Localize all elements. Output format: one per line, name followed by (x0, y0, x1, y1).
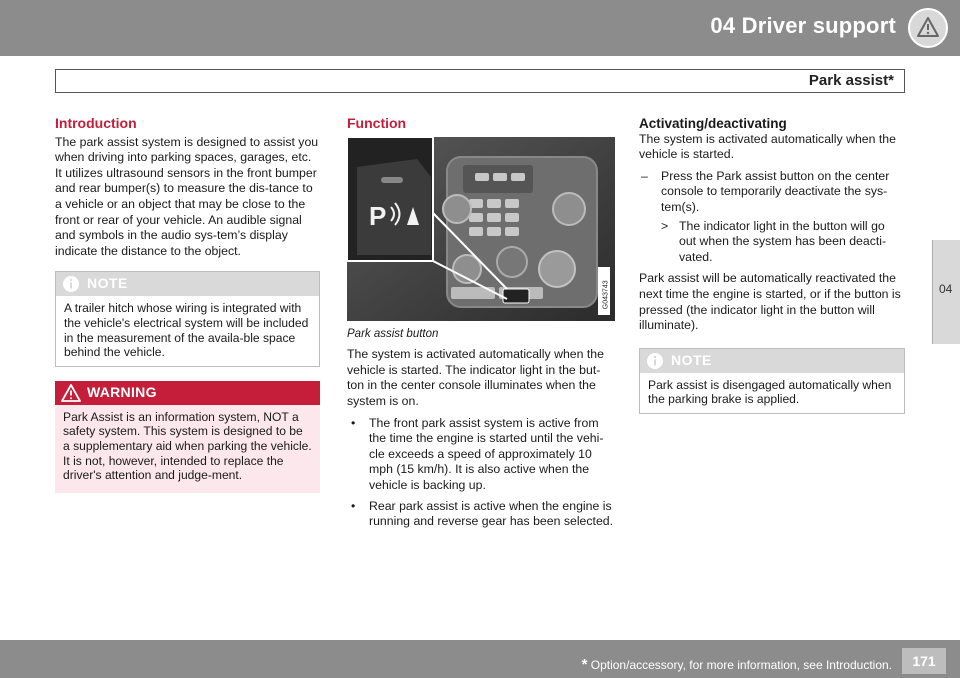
dash-marker: – (641, 168, 648, 183)
footer-note (582, 656, 892, 673)
page-number: 171 (902, 648, 946, 674)
column-function (347, 116, 615, 535)
function-heading: Function (347, 115, 407, 131)
function-bullet-list (347, 416, 615, 530)
footer-bar (0, 640, 960, 678)
svg-text:P: P (369, 200, 387, 231)
note-text: A trailer hitch whose wiring is integrated with the vehicle's electrical system will be included in the measurement of the availa-ble space behind the vehicle. (64, 301, 309, 360)
chapter-side-tab[interactable] (932, 240, 960, 344)
dash-list-item: – Press the Park assist button on the center console to temporarily deactivate the sys-tem(s). (641, 168, 890, 214)
warning-box (55, 381, 320, 493)
warning-text: Park Assist is an information system, NOT a safety system. This system is designed to be a supplementary aid when parking the vehicle. It is not, however, intended to replace the driver's attention and judge-ment. (63, 409, 312, 483)
warning-icon (61, 384, 81, 407)
warning-label: WARNING (87, 383, 157, 400)
note-label: NOTE (671, 351, 712, 368)
activating-heading: Activating/deactivating (639, 116, 787, 131)
introduction-text: The park assist system is designed to assist you when driving into parking spaces, garages, etc. It utilizes ultrasound sensors in the front bumper and rear bumper(s) to measure the dis-tance to a vehicle or an object that may be close to the front or rear of your vehicle. An audible signal and symbols in the audio sys-tem’s display indicate the distance to the object. (55, 134, 319, 258)
chapter-header-bar (0, 0, 960, 56)
note-header (56, 272, 319, 296)
section-title: Park assist* (808, 72, 894, 89)
reactivation-text: Park assist will be automatically reactivated the next time the engine is started, or if the button is pressed (the indicator light in the button will illuminate). (639, 271, 901, 333)
note-box (639, 348, 905, 414)
column-introduction (55, 116, 320, 493)
note-label: NOTE (87, 275, 128, 292)
note-box (55, 271, 320, 366)
note-header (640, 349, 904, 373)
section-header (55, 69, 905, 93)
list-item: • The front park assist system is active from the time the engine is started until the vehi-cle exceeds a speed of approximately 10 mph (15 km/h). It is also active when the vehicle is backing up. (351, 415, 604, 492)
info-icon (646, 352, 664, 375)
result-list-item: > The indicator light in the button will go out when the system has been deacti-vated. (661, 218, 887, 264)
park-assist-button-photo (347, 137, 615, 321)
chapter-title: 04 Driver support (710, 13, 896, 38)
side-tab-label: 04 (939, 282, 953, 296)
photo-code: G043743 (602, 279, 610, 309)
introduction-heading: Introduction (55, 115, 137, 131)
note-text: Park assist is disengaged automatically when the parking brake is applied. (648, 377, 892, 407)
warning-triangle-icon (908, 8, 948, 48)
list-item: • Rear park assist is active when the engine is running and reverse gear has been selected. (351, 498, 614, 529)
activating-intro: The system is activated automatically when the vehicle is started. (639, 131, 896, 162)
footnote-star: * (581, 656, 588, 673)
arrow-icon: > (661, 218, 669, 233)
warning-header (55, 381, 320, 405)
photo-caption: Park assist button (347, 327, 439, 340)
column-activating (639, 116, 905, 414)
bullet-icon: • (351, 415, 356, 430)
bullet-icon: • (351, 498, 356, 513)
footnote-text: Option/accessory, for more information, see Introduction. (590, 658, 892, 672)
info-icon (62, 275, 80, 298)
function-text: The system is activated automatically when the vehicle is started. The indicator light in the but-ton in the center console illuminates when the system is on. (347, 347, 604, 408)
